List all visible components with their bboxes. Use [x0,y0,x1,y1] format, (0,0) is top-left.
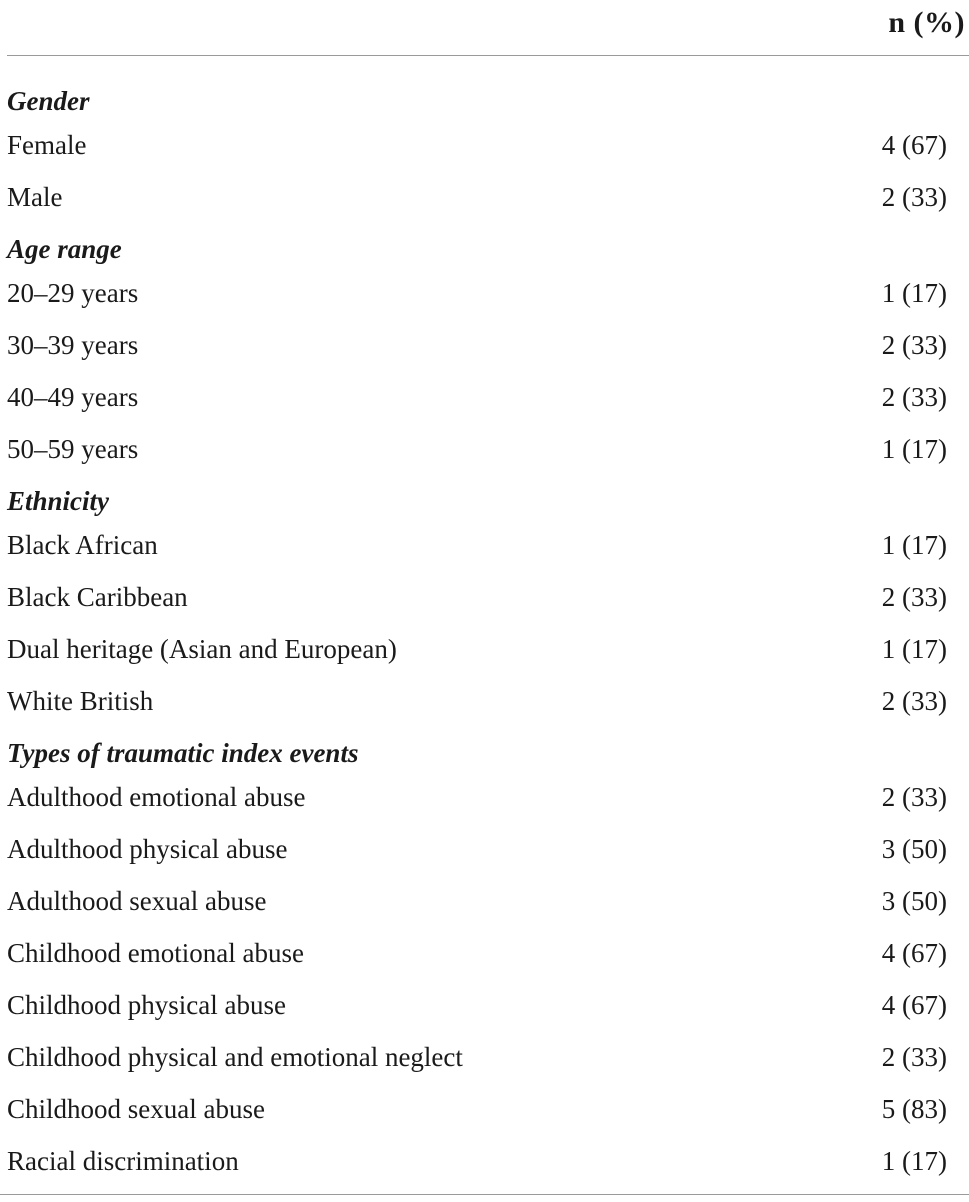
row-value: 4 (67) [881,938,947,968]
row-value: 2 (33) [881,1042,947,1072]
table-row [7,832,969,884]
row-value: 3 (50) [881,886,947,916]
row-label: Black Caribbean [7,582,188,612]
table-body [7,56,969,1196]
table-row [7,128,969,180]
table-row [7,432,969,484]
table-row [7,988,969,1040]
section-heading-ethnicity: Ethnicity [7,486,110,516]
table-row [7,632,969,684]
table-bottom-rule [0,1194,969,1195]
row-label: Female [7,130,87,160]
row-value: 2 (33) [881,782,947,812]
row-label: 30–39 years [7,330,139,360]
row-label: Adulthood physical abuse [7,834,288,864]
section-heading-gender: Gender [7,86,90,116]
row-value: 2 (33) [881,382,947,412]
row-label: Childhood physical and emotional neglect [7,1042,463,1072]
value-column-header: n (%) [888,6,965,39]
table-row [7,1144,969,1196]
row-value: 1 (17) [881,278,947,308]
section-heading-traumatic-events: Types of traumatic index events [7,738,359,768]
table-row [7,276,969,328]
row-value: 4 (67) [881,130,947,160]
row-value: 1 (17) [881,434,947,464]
row-label: Black African [7,530,158,560]
table-header-row [7,0,969,56]
row-value: 3 (50) [881,834,947,864]
row-value: 4 (67) [881,990,947,1020]
table-row [7,380,969,432]
row-label: Adulthood sexual abuse [7,886,267,916]
row-label: 20–29 years [7,278,139,308]
row-value: 2 (33) [881,182,947,212]
demographics-table [7,0,969,1196]
row-label: 40–49 years [7,382,139,412]
row-label: Childhood emotional abuse [7,938,304,968]
row-label: Childhood sexual abuse [7,1094,265,1124]
table-row [7,1092,969,1144]
section-heading-age-range: Age range [7,234,122,264]
row-label: White British [7,686,154,716]
table-row [7,936,969,988]
row-label: Childhood physical abuse [7,990,286,1020]
table-row [7,684,969,736]
row-value: 1 (17) [881,530,947,560]
row-value: 2 (33) [881,686,947,716]
row-label: Adulthood emotional abuse [7,782,306,812]
row-label: Male [7,182,63,212]
table-row [7,884,969,936]
row-value: 1 (17) [881,1146,947,1176]
row-value: 2 (33) [881,582,947,612]
table-row [7,1040,969,1092]
row-value: 1 (17) [881,634,947,664]
table-row [7,328,969,380]
row-label: Dual heritage (Asian and European) [7,634,397,664]
table-row [7,528,969,580]
row-label: Racial discrimination [7,1146,239,1176]
table-row [7,780,969,832]
row-value: 2 (33) [881,330,947,360]
row-label: 50–59 years [7,434,139,464]
row-value: 5 (83) [881,1094,947,1124]
table-row [7,580,969,632]
table-row [7,180,969,232]
